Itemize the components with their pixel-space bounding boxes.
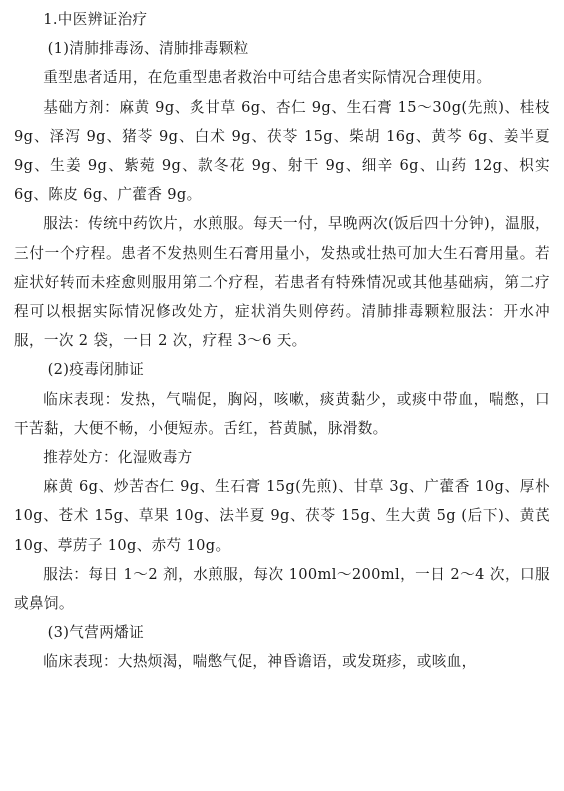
item3-heading: (3)气营两燔证: [47, 624, 145, 642]
item2-formula-paragraph: 麻黄 6g、炒苦杏仁 9g、生石膏 15g(先煎)、甘草 3g、广藿香 10g、厚朴 10g、苍术 15g、草果 10g、法半夏 9g、茯苓 15g、生大黄 5g (后下)、黄芪 10g、葶苈子 10g、赤芍 10g。: [14, 478, 550, 554]
item1-usage-paragraph: 服法：传统中药饮片，水煎服。每天一付，早晚两次(饭后四十分钟)，温服，三付一个疗程。患者不发热则生石膏用量小，发热或壮热可加大生石膏用量。若症状好转而未痊愈则服用第二个疗程，若患者有特殊情况或其他基础病，第二疗程可以根据实际情况修改处方，症状消失则停药。清肺排毒颗粒服法：开水冲服，一次 2 袋，一日 2 次，疗程 3～6 天。: [14, 215, 550, 350]
item1-base-formula-paragraph: 基础方剂：麻黄 9g、炙甘草 6g、杏仁 9g、生石膏 15～30g(先煎)、桂枝 9g、泽泻 9g、猪苓 9g、白术 9g、茯苓 15g、柴胡 16g、黄芩 6g、姜半夏 9g、生姜 9g、紫菀 9g、款冬花 9g、射干 9g、细辛 6g、山药 12g、枳实 6g、陈皮 6g、广藿香 9g。: [14, 98, 550, 204]
item2-usage-paragraph: 服法：每日 1～2 剂，水煎服，每次 100ml～200ml，一日 2～4 次，口服或鼻饲。: [14, 565, 550, 613]
section-heading: 1.中医辨证治疗: [43, 11, 148, 28]
item2-recommend-paragraph: 推荐处方：化湿败毒方: [43, 449, 193, 467]
item2-clinical-paragraph: 临床表现：发热，气喘促，胸闷，咳嗽，痰黄黏少，或痰中带血，喘憋，口干苦黏，大便不畅，小便短赤。舌红，苔黄腻，脉滑数。: [14, 390, 550, 437]
item1-intro-paragraph: 重型患者适用，在危重型患者救治中可结合患者实际情况合理使用。: [43, 69, 492, 87]
item3-clinical-paragraph: 临床表现：大热烦渴，喘憋气促，神昏谵语，或发斑疹，或咳血，: [43, 653, 477, 671]
item1-heading: (1)清肺排毒汤、清肺排毒颗粒: [47, 40, 249, 58]
item2-heading: (2)疫毒闭肺证: [47, 361, 145, 379]
